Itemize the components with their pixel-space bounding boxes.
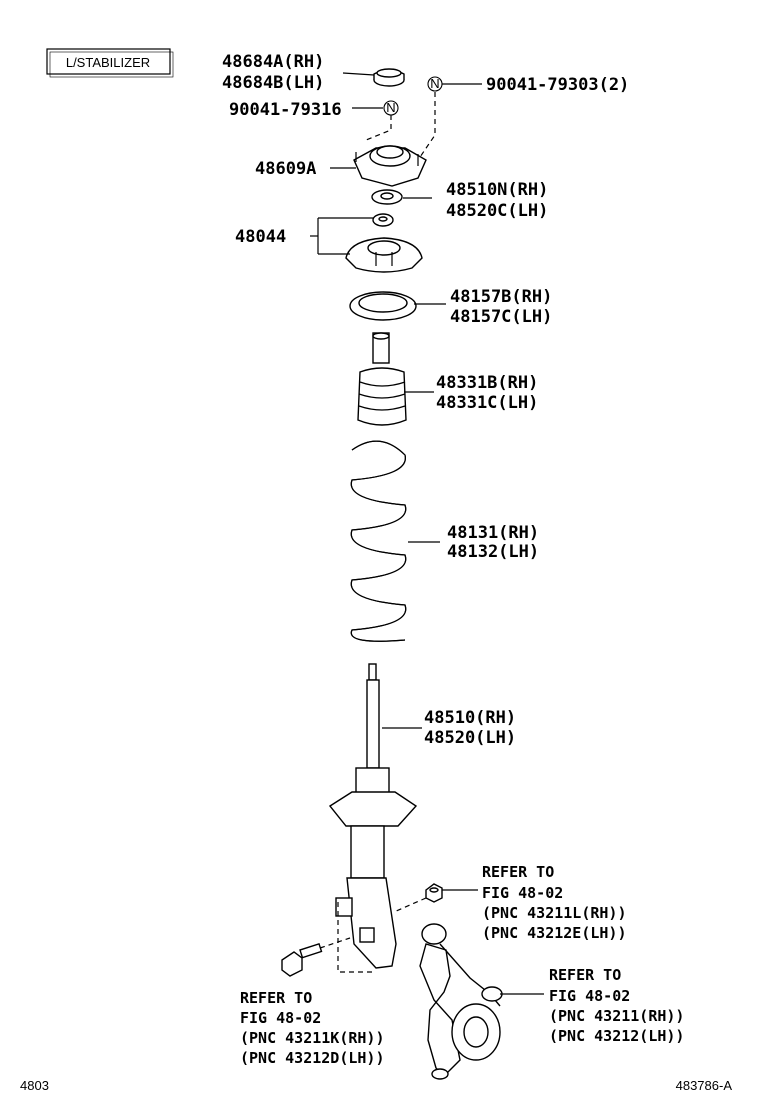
ref-knuckle-line-4: (PNC 43212(LH)): [549, 1027, 685, 1045]
flange-nut-part: [394, 884, 442, 912]
callout-dust-cap-lh: 48684B(LH): [222, 73, 325, 93]
diagram-code: 483786-A: [675, 1078, 732, 1093]
shock-absorber-part: [330, 664, 416, 972]
callout-insulator-rh: 48157B(RH): [450, 287, 553, 307]
figure-number: 4803: [20, 1078, 49, 1093]
ref-nut-line-1: REFER TO: [482, 863, 555, 881]
ref-knuckle-line-2: FIG 48-02: [549, 987, 631, 1005]
suspension-support-part: [354, 146, 426, 186]
mounting-bolt-part: [282, 938, 350, 976]
callout-bearing-lh: 48520C(LH): [446, 201, 549, 221]
coil-spring-part: [351, 441, 405, 641]
callout-bearing-rh: 48510N(RH): [446, 180, 549, 200]
callout-absorber-lh: 48520(LH): [424, 728, 517, 748]
callout-bumper-lh: 48331C(LH): [436, 393, 539, 413]
callout-nut-top: 90041-79316: [229, 100, 342, 120]
bound-bumper-part: [358, 333, 406, 425]
callout-dust-cap-rh: 48684A(RH): [222, 52, 325, 72]
callout-spring-rh: 48131(RH): [447, 523, 540, 543]
nut-upper-n: N: [430, 76, 440, 91]
callout-seat-set: 48044: [235, 227, 287, 247]
callout-support: 48609A: [255, 159, 317, 179]
ref-knuckle-line-1: REFER TO: [549, 966, 622, 984]
ref-nut-line-3: (PNC 43211L(RH)): [482, 904, 627, 922]
seat-washer-part: [373, 214, 393, 226]
upper-seat-part: [346, 238, 422, 272]
section-tag-text: L/STABILIZER: [65, 55, 151, 70]
callout-bumper-rh: 48331B(RH): [436, 373, 539, 393]
ref-bolt-line-4: (PNC 43212D(LH)): [240, 1049, 385, 1067]
spring-insulator-part: [350, 292, 416, 320]
section-tag: [47, 49, 173, 77]
ref-nut-line-2: FIG 48-02: [482, 884, 564, 902]
ref-bolt-line-2: FIG 48-02: [240, 1009, 322, 1027]
nut-upper-symbol: [428, 76, 442, 91]
steering-knuckle-part: [420, 924, 502, 1079]
ref-bolt-line-1: REFER TO: [240, 989, 313, 1007]
ref-knuckle-line-3: (PNC 43211(RH)): [549, 1007, 685, 1025]
ref-nut-line-4: (PNC 43212E(LH)): [482, 924, 627, 942]
callout-absorber-rh: 48510(RH): [424, 708, 517, 728]
bearing-part: [372, 190, 402, 204]
dust-cap-part: [374, 69, 404, 86]
nut-top-n: N: [386, 100, 396, 115]
callout-insulator-lh: 48157C(LH): [450, 307, 553, 327]
callout-spring-lh: 48132(LH): [447, 542, 540, 562]
ref-bolt-line-3: (PNC 43211K(RH)): [240, 1029, 385, 1047]
nut-top-symbol: [384, 100, 398, 115]
callout-nut-upper: 90041-79303(2): [486, 75, 630, 95]
